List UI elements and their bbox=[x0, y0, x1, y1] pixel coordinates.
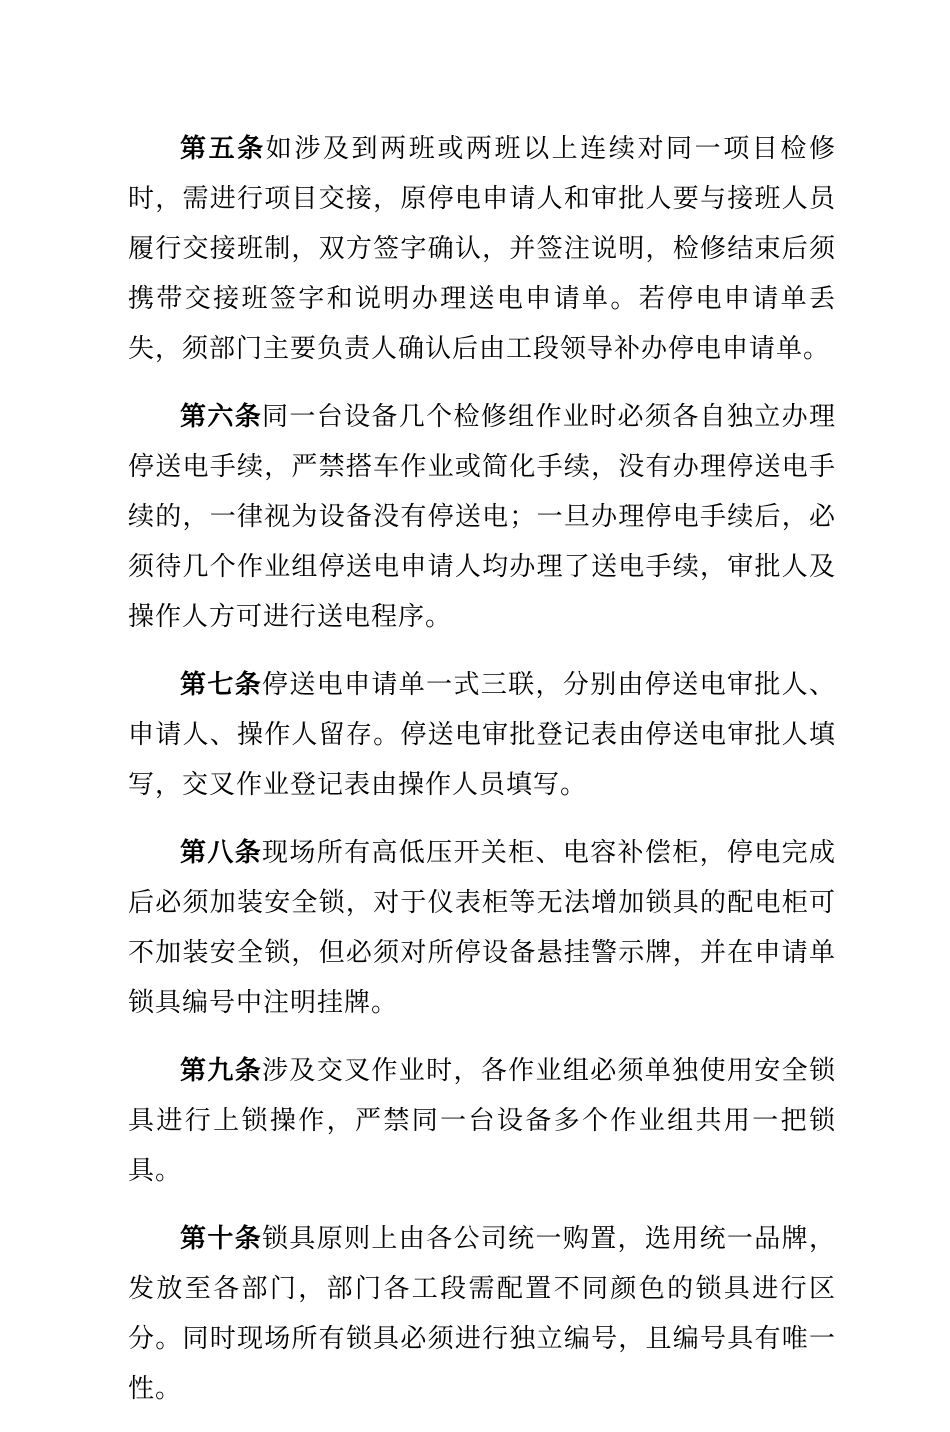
article-body: 停送电申请单一式三联，分别由停送电审批人、申请人、操作人留存。停送电审批登记表由停送电审批人填写，交叉作业登记表由操作人员填写。 bbox=[128, 670, 836, 800]
article-10 bbox=[128, 1214, 836, 1414]
article-body: 同一台设备几个检修组作业时必须各自独立办理停送电手续，严禁搭车作业或简化手续，没有办理停送电手续的，一律视为设备没有停送电；一旦办理停电手续后，必须待几个作业组停送电申请人均办理了送电手续，审批人及操作人方可进行送电程序。 bbox=[128, 402, 836, 632]
article-heading: 第十条 bbox=[180, 1224, 263, 1254]
article-heading: 第五条 bbox=[180, 134, 266, 164]
article-heading: 第六条 bbox=[180, 402, 263, 432]
article-heading: 第七条 bbox=[180, 670, 263, 700]
article-heading: 第九条 bbox=[180, 1056, 263, 1086]
article-7 bbox=[128, 660, 836, 810]
article-9 bbox=[128, 1046, 836, 1196]
article-8 bbox=[128, 828, 836, 1028]
article-body: 锁具原则上由各公司统一购置，选用统一品牌，发放至各部门，部门各工段需配置不同颜色的锁具进行区分。同时现场所有锁具必须进行独立编号，且编号具有唯一性。 bbox=[128, 1224, 836, 1404]
article-heading: 第八条 bbox=[180, 838, 263, 868]
article-body: 现场所有高低压开关柜、电容补偿柜，停电完成后必须加装安全锁，对于仪表柜等无法增加锁具的配电柜可不加装安全锁，但必须对所停设备悬挂警示牌，并在申请单锁具编号中注明挂牌。 bbox=[128, 838, 836, 1018]
article-6 bbox=[128, 392, 836, 642]
article-body: 涉及交叉作业时，各作业组必须单独使用安全锁具进行上锁操作，严禁同一台设备多个作业组共用一把锁具。 bbox=[128, 1056, 836, 1186]
article-5 bbox=[128, 124, 836, 374]
article-body: 如涉及到两班或两班以上连续对同一项目检修时，需进行项目交接，原停电申请人和审批人要与接班人员履行交接班制，双方签字确认，并签注说明，检修结束后须携带交接班签字和说明办理送电申请单。若停电申请单丢失，须部门主要负责人确认后由工段领导补办停电申请单。 bbox=[128, 134, 836, 364]
document-page bbox=[128, 124, 836, 1432]
